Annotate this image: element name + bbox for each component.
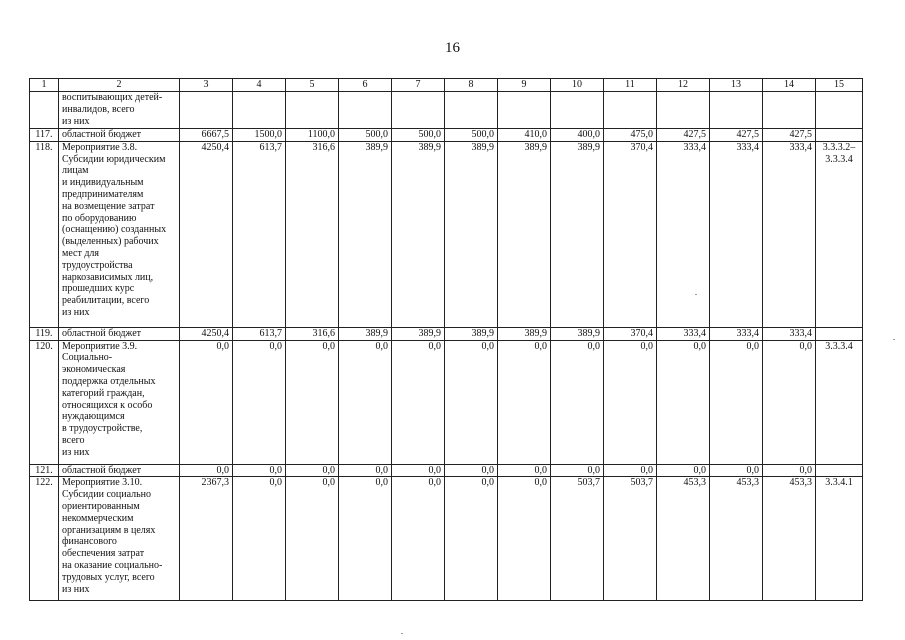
indicator-code xyxy=(816,327,863,340)
budget-table xyxy=(29,78,863,601)
value-cell: 0,0 xyxy=(498,340,551,464)
value-cell: 389,9 xyxy=(392,141,445,327)
value-cell: 0,0 xyxy=(339,464,392,477)
value-cell: 0,0 xyxy=(445,464,498,477)
row-description: областной бюджет xyxy=(59,464,180,477)
column-header: 6 xyxy=(339,79,392,92)
value-cell: 453,3 xyxy=(710,477,763,601)
value-cell xyxy=(392,92,445,129)
value-cell: 389,9 xyxy=(551,141,604,327)
row-number: 120. xyxy=(30,340,59,464)
value-cell: 389,9 xyxy=(339,141,392,327)
row-description: Мероприятие 3.8. Субсидии юридическим лицам и индивидуальным предпринимателям на возмещение затрат по оборудованию (оснащению) созданных (выделенных) рабочих мест для трудоустройства наркозависимых лиц, прошедших курс реабилитации, всего из них xyxy=(59,141,180,327)
value-cell: 389,9 xyxy=(498,141,551,327)
indicator-code: 3.3.4.1 xyxy=(816,477,863,601)
column-header: 1 xyxy=(30,79,59,92)
value-cell: 0,0 xyxy=(180,340,233,464)
value-cell: 0,0 xyxy=(604,464,657,477)
value-cell: 4250,4 xyxy=(180,141,233,327)
row-description: областной бюджет xyxy=(59,327,180,340)
indicator-code xyxy=(816,92,863,129)
row-description: областной бюджет xyxy=(59,129,180,142)
column-header: 9 xyxy=(498,79,551,92)
value-cell: 427,5 xyxy=(763,129,816,142)
value-cell: 0,0 xyxy=(763,464,816,477)
value-cell: 0,0 xyxy=(657,464,710,477)
value-cell: 453,3 xyxy=(657,477,710,601)
value-cell: 0,0 xyxy=(763,340,816,464)
value-cell: 333,4 xyxy=(657,327,710,340)
table-row xyxy=(30,129,863,142)
scan-speck xyxy=(893,339,895,340)
value-cell: 427,5 xyxy=(710,129,763,142)
indicator-code: 3.3.3.4 xyxy=(816,340,863,464)
value-cell: 613,7 xyxy=(233,141,286,327)
value-cell: 0,0 xyxy=(392,477,445,601)
value-cell: 6667,5 xyxy=(180,129,233,142)
value-cell: 316,6 xyxy=(286,141,339,327)
value-cell: 1100,0 xyxy=(286,129,339,142)
value-cell: 0,0 xyxy=(339,477,392,601)
row-number: 118. xyxy=(30,141,59,327)
column-header: 15 xyxy=(816,79,863,92)
row-description: Мероприятие 3.10. Субсидии социально ориентированным некоммерческим организациям в целях финансового обеспечения затрат на оказание социально- трудовых услуг, всего из них xyxy=(59,477,180,601)
value-cell xyxy=(286,92,339,129)
value-cell xyxy=(551,92,604,129)
value-cell: 2367,3 xyxy=(180,477,233,601)
value-cell xyxy=(710,92,763,129)
value-cell: 0,0 xyxy=(233,340,286,464)
column-header: 7 xyxy=(392,79,445,92)
value-cell: 0,0 xyxy=(286,477,339,601)
row-description: Мероприятие 3.9. Социально- экономическая поддержка отдельных категорий граждан, относящихся к особо нуждающимся в трудоустройстве, всего из них xyxy=(59,340,180,464)
value-cell: 475,0 xyxy=(604,129,657,142)
value-cell: 333,4 xyxy=(710,327,763,340)
column-header: 2 xyxy=(59,79,180,92)
column-header: 13 xyxy=(710,79,763,92)
scan-speck xyxy=(401,633,403,634)
value-cell xyxy=(657,92,710,129)
row-number: 121. xyxy=(30,464,59,477)
value-cell: 389,9 xyxy=(445,327,498,340)
value-cell: 0,0 xyxy=(286,340,339,464)
value-cell: 0,0 xyxy=(498,477,551,601)
column-header: 11 xyxy=(604,79,657,92)
row-number: 119. xyxy=(30,327,59,340)
value-cell: 503,7 xyxy=(604,477,657,601)
value-cell xyxy=(233,92,286,129)
value-cell: 0,0 xyxy=(657,340,710,464)
value-cell: 0,0 xyxy=(710,464,763,477)
value-cell: 333,4 xyxy=(763,327,816,340)
value-cell: 370,4 xyxy=(604,327,657,340)
row-number xyxy=(30,92,59,129)
table-row xyxy=(30,340,863,464)
table-row xyxy=(30,141,863,327)
value-cell: 333,4 xyxy=(763,141,816,327)
value-cell xyxy=(445,92,498,129)
value-cell xyxy=(339,92,392,129)
row-number: 122. xyxy=(30,477,59,601)
value-cell: 500,0 xyxy=(339,129,392,142)
value-cell: 453,3 xyxy=(763,477,816,601)
table-row xyxy=(30,327,863,340)
value-cell: 400,0 xyxy=(551,129,604,142)
value-cell xyxy=(180,92,233,129)
value-cell: 389,9 xyxy=(339,327,392,340)
value-cell: 0,0 xyxy=(180,464,233,477)
value-cell: 1500,0 xyxy=(233,129,286,142)
value-cell: 0,0 xyxy=(445,340,498,464)
value-cell: 316,6 xyxy=(286,327,339,340)
value-cell: 0,0 xyxy=(392,464,445,477)
value-cell: 410,0 xyxy=(498,129,551,142)
indicator-code: 3.3.3.2– 3.3.3.4 xyxy=(816,141,863,327)
column-header: 12 xyxy=(657,79,710,92)
column-header: 5 xyxy=(286,79,339,92)
header-row xyxy=(30,79,863,92)
indicator-code xyxy=(816,464,863,477)
value-cell: 389,9 xyxy=(392,327,445,340)
value-cell: 0,0 xyxy=(551,464,604,477)
value-cell: 0,0 xyxy=(286,464,339,477)
value-cell xyxy=(604,92,657,129)
scan-speck xyxy=(695,294,697,295)
value-cell: 0,0 xyxy=(339,340,392,464)
value-cell: 370,4 xyxy=(604,141,657,327)
value-cell: 389,9 xyxy=(445,141,498,327)
value-cell: 427,5 xyxy=(657,129,710,142)
value-cell xyxy=(498,92,551,129)
column-header: 14 xyxy=(763,79,816,92)
value-cell: 500,0 xyxy=(445,129,498,142)
value-cell: 503,7 xyxy=(551,477,604,601)
table-row xyxy=(30,464,863,477)
value-cell: 0,0 xyxy=(498,464,551,477)
value-cell: 0,0 xyxy=(233,477,286,601)
value-cell: 4250,4 xyxy=(180,327,233,340)
value-cell: 613,7 xyxy=(233,327,286,340)
column-header: 10 xyxy=(551,79,604,92)
column-header: 4 xyxy=(233,79,286,92)
value-cell: 0,0 xyxy=(233,464,286,477)
value-cell: 333,4 xyxy=(657,141,710,327)
value-cell: 389,9 xyxy=(498,327,551,340)
row-description: воспитывающих детей- инвалидов, всего из них xyxy=(59,92,180,129)
value-cell: 333,4 xyxy=(710,141,763,327)
value-cell: 0,0 xyxy=(604,340,657,464)
table-row xyxy=(30,92,863,129)
value-cell: 500,0 xyxy=(392,129,445,142)
value-cell: 0,0 xyxy=(551,340,604,464)
column-header: 8 xyxy=(445,79,498,92)
value-cell: 0,0 xyxy=(710,340,763,464)
row-number: 117. xyxy=(30,129,59,142)
value-cell: 389,9 xyxy=(551,327,604,340)
value-cell: 0,0 xyxy=(392,340,445,464)
value-cell: 0,0 xyxy=(445,477,498,601)
column-header: 3 xyxy=(180,79,233,92)
indicator-code xyxy=(816,129,863,142)
page-number: 16 xyxy=(445,40,460,56)
value-cell xyxy=(763,92,816,129)
table-row xyxy=(30,477,863,601)
